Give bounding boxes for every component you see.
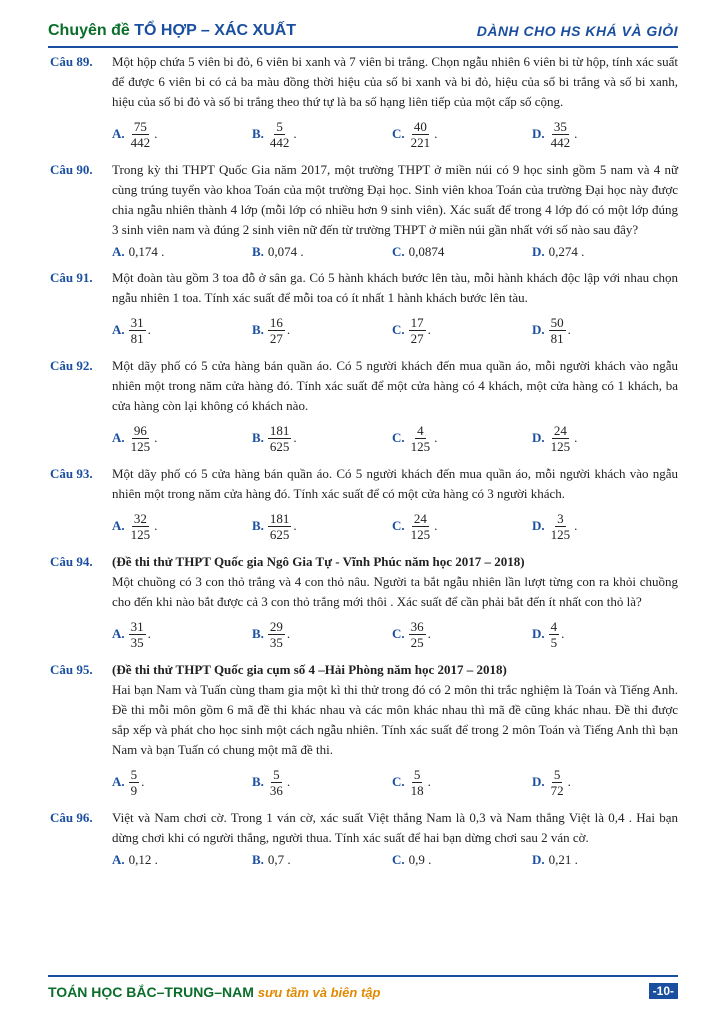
answer-options bbox=[112, 418, 678, 458]
option-label: C. bbox=[392, 244, 405, 259]
fraction-denominator: 81 bbox=[130, 330, 144, 346]
question-source: (Đề thi thử THPT Quốc gia Ngô Gia Tự - Vĩnh Phúc năm học 2017 – 2018) bbox=[112, 554, 525, 569]
fraction-numerator: 181 bbox=[269, 422, 290, 438]
option-fraction bbox=[129, 767, 140, 798]
fraction-numerator: 50 bbox=[550, 314, 564, 330]
fraction-denominator: 125 bbox=[410, 438, 431, 454]
answer-option bbox=[392, 511, 532, 542]
answer-option bbox=[112, 852, 252, 868]
question-number: Câu 93. bbox=[50, 466, 93, 481]
option-label: A. bbox=[112, 518, 125, 533]
option-period: . bbox=[293, 126, 297, 141]
option-value: 0,21 . bbox=[548, 852, 578, 867]
page-number: -10- bbox=[649, 983, 678, 999]
answer-option bbox=[532, 119, 672, 150]
fraction-denominator: 9 bbox=[130, 782, 138, 798]
answer-option bbox=[112, 315, 252, 346]
option-period: . bbox=[434, 518, 438, 533]
header-audience: DÀNH CHO HS KHÁ VÀ GIỎI bbox=[476, 23, 678, 39]
option-value: 0,0874 bbox=[408, 244, 445, 259]
question-list bbox=[48, 52, 678, 876]
option-label: D. bbox=[532, 626, 545, 641]
answer-options bbox=[112, 762, 678, 802]
option-label: C. bbox=[392, 430, 405, 445]
option-fraction bbox=[549, 423, 573, 454]
answer-option bbox=[392, 315, 532, 346]
option-fraction bbox=[268, 511, 292, 542]
fraction-numerator: 24 bbox=[413, 510, 427, 526]
answer-option bbox=[532, 767, 672, 798]
option-period: . bbox=[434, 126, 438, 141]
question-number: Câu 90. bbox=[50, 162, 93, 177]
option-period: . bbox=[154, 126, 158, 141]
option-label: B. bbox=[252, 626, 264, 641]
footer-brand-text: TOÁN HỌC BẮC–TRUNG–NAM bbox=[48, 984, 258, 1000]
option-label: A. bbox=[112, 430, 125, 445]
answer-option bbox=[392, 852, 532, 868]
option-period: . bbox=[154, 430, 158, 445]
fraction-numerator: 31 bbox=[130, 618, 144, 634]
question-text: Một dãy phố có 5 cửa hàng bán quần áo. Có 5 người khách đến mua quần áo, mỗi người khách vào ngẫu nhiên một trong năm cửa hàng đó. Tính xác suất để một cửa hàng có 4 khách, một cửa hàng có 1 khách, ba cửa hàng còn lại không có khách nào. bbox=[112, 358, 678, 413]
option-value: 0,9 . bbox=[408, 852, 432, 867]
question-item bbox=[48, 268, 678, 350]
answer-option bbox=[252, 244, 392, 260]
option-label: D. bbox=[532, 774, 545, 789]
question-item bbox=[48, 356, 678, 458]
option-label: C. bbox=[392, 852, 405, 867]
answer-option bbox=[532, 619, 672, 650]
footer-credit: sưu tầm và biên tập bbox=[257, 985, 381, 1000]
page-header bbox=[48, 22, 678, 44]
option-label: C. bbox=[392, 322, 405, 337]
fraction-denominator: 125 bbox=[130, 526, 151, 542]
answer-option bbox=[252, 767, 392, 798]
option-label: D. bbox=[532, 518, 545, 533]
option-period: . bbox=[286, 626, 291, 641]
answer-option bbox=[392, 619, 532, 650]
option-period: . bbox=[561, 626, 565, 641]
option-fraction bbox=[549, 619, 560, 650]
option-label: B. bbox=[252, 518, 264, 533]
fraction-numerator: 36 bbox=[410, 618, 424, 634]
question-number: Câu 94. bbox=[50, 554, 93, 569]
fraction-numerator: 40 bbox=[413, 118, 427, 134]
option-label: C. bbox=[392, 774, 405, 789]
option-fraction bbox=[409, 119, 433, 150]
answer-option bbox=[252, 423, 392, 454]
option-label: D. bbox=[532, 430, 545, 445]
footer-divider bbox=[48, 975, 678, 977]
option-fraction bbox=[409, 315, 426, 346]
option-label: D. bbox=[532, 126, 545, 141]
option-label: B. bbox=[252, 774, 264, 789]
option-fraction bbox=[409, 767, 426, 798]
fraction-denominator: 442 bbox=[550, 134, 571, 150]
question-text: Một dãy phố có 5 cửa hàng bán quần áo. Có 5 người khách đến mua quần áo, mỗi người khách vào ngẫu nhiên một trong năm cửa hàng đó. Tính xác suất để có một cửa hàng có 3 người khách. bbox=[112, 466, 678, 501]
fraction-numerator: 35 bbox=[553, 118, 567, 134]
question-number: Câu 89. bbox=[50, 54, 93, 69]
fraction-denominator: 125 bbox=[130, 438, 151, 454]
option-label: C. bbox=[392, 518, 405, 533]
option-period: . bbox=[154, 518, 158, 533]
fraction-denominator: 125 bbox=[550, 438, 571, 454]
fraction-denominator: 5 bbox=[550, 634, 558, 650]
option-fraction bbox=[129, 315, 146, 346]
footer-brand bbox=[48, 984, 380, 1000]
option-period: . bbox=[567, 322, 571, 337]
option-period: . bbox=[434, 430, 438, 445]
answer-option bbox=[112, 119, 252, 150]
fraction-numerator: 32 bbox=[133, 510, 147, 526]
answer-option bbox=[252, 119, 392, 150]
option-period: . bbox=[427, 322, 431, 337]
answer-option bbox=[392, 423, 532, 454]
answer-option bbox=[252, 315, 392, 346]
option-fraction bbox=[549, 767, 566, 798]
question-item bbox=[48, 552, 678, 654]
question-text: Việt và Nam chơi cờ. Trong 1 ván cờ, xác suất Việt thắng Nam là 0,3 và Nam thắng Việt là 0,4 . Hai bạn dừng chơi khi có người thắng, người thua. Tính xác suất để hai bạn dừng chơi sau 2 ván cờ. bbox=[112, 810, 678, 845]
fraction-numerator: 181 bbox=[269, 510, 290, 526]
question-number: Câu 95. bbox=[50, 662, 93, 677]
fraction-denominator: 221 bbox=[410, 134, 431, 150]
option-label: A. bbox=[112, 126, 125, 141]
answer-option bbox=[532, 852, 672, 868]
answer-option bbox=[112, 767, 252, 798]
fraction-denominator: 72 bbox=[550, 782, 564, 798]
fraction-numerator: 5 bbox=[273, 766, 280, 782]
option-fraction bbox=[268, 315, 285, 346]
option-period: . bbox=[574, 430, 578, 445]
option-period: . bbox=[286, 322, 291, 337]
question-text: Trong kỳ thi THPT Quốc Gia năm 2017, một trường THPT ở miền núi có 9 học sinh gồm 5 nam và 4 nữ cùng trúng tuyển vào khoa Toán của một trường Đại học. Sinh viên khoa Toán của trường Đại học này được chia ngẫu nhiên thành 4 lớp (mỗi lớp có nhiều hơn 9 sinh viên). Xác suất để trong 4 lớp đó có một lớp đúng 3 sinh viên nam và đúng 2 sinh viên nữ đến từ trường THPT ở miền núi gần nhất với số nào sau đây? bbox=[112, 162, 678, 237]
answer-option bbox=[392, 244, 532, 260]
option-label: A. bbox=[112, 852, 125, 867]
option-label: D. bbox=[532, 852, 545, 867]
header-divider bbox=[48, 46, 678, 48]
option-fraction bbox=[409, 511, 433, 542]
fraction-numerator: 24 bbox=[553, 422, 567, 438]
fraction-denominator: 35 bbox=[269, 634, 283, 650]
answer-option bbox=[392, 767, 532, 798]
option-fraction bbox=[268, 119, 292, 150]
fraction-numerator: 5 bbox=[553, 766, 561, 782]
option-value: 0,074 . bbox=[267, 244, 304, 259]
option-fraction bbox=[129, 119, 153, 150]
fraction-numerator: 29 bbox=[269, 618, 283, 634]
question-text: Một chuồng có 3 con thỏ trắng và 4 con thỏ nâu. Người ta bắt ngẫu nhiên lần lượt từng con ra khỏi chuồng cho đến khi nào bắt được cả 3 con thỏ trắng mới thôi . Xác suất để cần phải bắt đến ít nhất con thỏ là? bbox=[112, 574, 678, 609]
answer-option bbox=[532, 423, 672, 454]
fraction-numerator: 3 bbox=[557, 510, 564, 526]
option-label: B. bbox=[252, 322, 264, 337]
fraction-denominator: 27 bbox=[410, 330, 424, 346]
fraction-denominator: 18 bbox=[410, 782, 424, 798]
fraction-numerator: 75 bbox=[133, 118, 147, 134]
option-period: . bbox=[427, 626, 431, 641]
question-number: Câu 96. bbox=[50, 810, 93, 825]
fraction-denominator: 36 bbox=[269, 782, 283, 798]
fraction-numerator: 16 bbox=[269, 314, 283, 330]
fraction-denominator: 125 bbox=[550, 526, 571, 542]
answer-option bbox=[532, 511, 672, 542]
answer-option bbox=[112, 511, 252, 542]
question-source: (Đề thi thử THPT Quốc gia cụm số 4 –Hải Phòng năm học 2017 – 2018) bbox=[112, 662, 507, 677]
answer-options bbox=[112, 242, 678, 262]
option-fraction bbox=[129, 423, 153, 454]
fraction-numerator: 31 bbox=[130, 314, 144, 330]
question-item bbox=[48, 52, 678, 154]
fraction-numerator: 4 bbox=[417, 422, 424, 438]
option-period: . bbox=[574, 518, 578, 533]
fraction-denominator: 625 bbox=[269, 526, 290, 542]
header-title-prefix: Chuyên đề bbox=[48, 22, 135, 39]
question-item bbox=[48, 808, 678, 870]
option-fraction bbox=[268, 767, 285, 798]
option-fraction bbox=[268, 619, 285, 650]
option-label: A. bbox=[112, 774, 125, 789]
option-label: B. bbox=[252, 430, 264, 445]
option-period: . bbox=[427, 774, 431, 789]
fraction-denominator: 25 bbox=[410, 634, 424, 650]
fraction-numerator: 5 bbox=[130, 766, 138, 782]
option-fraction bbox=[549, 119, 573, 150]
option-fraction bbox=[409, 619, 426, 650]
option-label: D. bbox=[532, 244, 545, 259]
option-label: B. bbox=[252, 852, 264, 867]
question-number: Câu 91. bbox=[50, 270, 93, 285]
option-period: . bbox=[147, 322, 151, 337]
fraction-denominator: 442 bbox=[130, 134, 151, 150]
option-period: . bbox=[147, 626, 151, 641]
option-label: A. bbox=[112, 322, 125, 337]
fraction-numerator: 17 bbox=[410, 314, 424, 330]
answer-options bbox=[112, 114, 678, 154]
option-label: C. bbox=[392, 126, 405, 141]
option-label: B. bbox=[252, 244, 264, 259]
option-label: D. bbox=[532, 322, 545, 337]
fraction-denominator: 625 bbox=[269, 438, 290, 454]
answer-option bbox=[252, 511, 392, 542]
option-period: . bbox=[574, 126, 578, 141]
option-fraction bbox=[549, 511, 573, 542]
option-value: 0,274 . bbox=[548, 244, 585, 259]
fraction-denominator: 125 bbox=[410, 526, 431, 542]
question-text: Một hộp chứa 5 viên bi đỏ, 6 viên bi xanh và 7 viên bi trắng. Chọn ngẫu nhiên 6 viên bi từ hộp, tính xác suất để được 6 viên bi có cả ba màu đồng thời hiệu của số bi xanh và bi đỏ, hiệu của số bi trắng và số bi xanh, hiệu của số bi đỏ và số bi trắng theo thứ tự là ba số hạng liên tiếp của một cấp số cộng. bbox=[112, 54, 678, 109]
option-period: . bbox=[293, 518, 297, 533]
option-fraction bbox=[268, 423, 292, 454]
answer-option bbox=[532, 315, 672, 346]
fraction-denominator: 27 bbox=[269, 330, 283, 346]
option-period: . bbox=[286, 774, 291, 789]
option-label: A. bbox=[112, 244, 125, 259]
option-label: A. bbox=[112, 626, 125, 641]
option-fraction bbox=[549, 315, 566, 346]
option-value: 0,12 . bbox=[128, 852, 158, 867]
option-period: . bbox=[567, 774, 571, 789]
header-title bbox=[48, 22, 296, 40]
question-number: Câu 92. bbox=[50, 358, 93, 373]
question-item bbox=[48, 660, 678, 802]
option-label: B. bbox=[252, 126, 264, 141]
answer-option bbox=[252, 619, 392, 650]
answer-option bbox=[112, 244, 252, 260]
option-fraction bbox=[409, 423, 433, 454]
fraction-denominator: 81 bbox=[550, 330, 564, 346]
answer-option bbox=[112, 619, 252, 650]
fraction-denominator: 442 bbox=[269, 134, 290, 150]
option-fraction bbox=[129, 619, 146, 650]
option-fraction bbox=[129, 511, 153, 542]
fraction-denominator: 35 bbox=[130, 634, 144, 650]
option-value: 0,7 . bbox=[267, 852, 291, 867]
fraction-numerator: 96 bbox=[133, 422, 147, 438]
question-text: Hai bạn Nam và Tuấn cùng tham gia một kì thi thử trong đó có 2 môn thi trắc nghiệm là Toán và Tiếng Anh. Đề thi mỗi môn gồm 6 mã đề thi khác nhau và các môn khác nhau thì mã đề cũng khác nhau. Đề thi được sắp xếp và phát cho học sinh một cách ngẫu nhiên. Tính xác suất để trong 2 môn Toán và Tiếng Anh thì bạn Nam và bạn Tuấn có chung một mã đề thi. bbox=[112, 682, 678, 757]
option-label: C. bbox=[392, 626, 405, 641]
answer-options bbox=[112, 310, 678, 350]
answer-options bbox=[112, 614, 678, 654]
answer-option bbox=[252, 852, 392, 868]
option-period: . bbox=[141, 774, 145, 789]
answer-options bbox=[112, 850, 678, 870]
answer-options bbox=[112, 506, 678, 546]
question-item bbox=[48, 160, 678, 262]
question-item bbox=[48, 464, 678, 546]
fraction-numerator: 4 bbox=[550, 618, 558, 634]
answer-option bbox=[532, 244, 672, 260]
fraction-numerator: 5 bbox=[413, 766, 421, 782]
fraction-numerator: 5 bbox=[276, 118, 283, 134]
header-title-topic: TỔ HỢP – XÁC XUẤT bbox=[134, 22, 297, 39]
page-footer bbox=[48, 984, 678, 1004]
question-text: Một đoàn tàu gồm 3 toa đỗ ở sân ga. Có 5 hành khách bước lên tàu, mỗi hành khách độc lập với nhau chọn ngẫu nhiên 1 toa. Tính xác suất để mỗi toa có ít nhất 1 hành khách bước lên tàu. bbox=[112, 270, 678, 305]
answer-option bbox=[112, 423, 252, 454]
answer-option bbox=[392, 119, 532, 150]
option-value: 0,174 . bbox=[128, 244, 165, 259]
option-period: . bbox=[293, 430, 297, 445]
